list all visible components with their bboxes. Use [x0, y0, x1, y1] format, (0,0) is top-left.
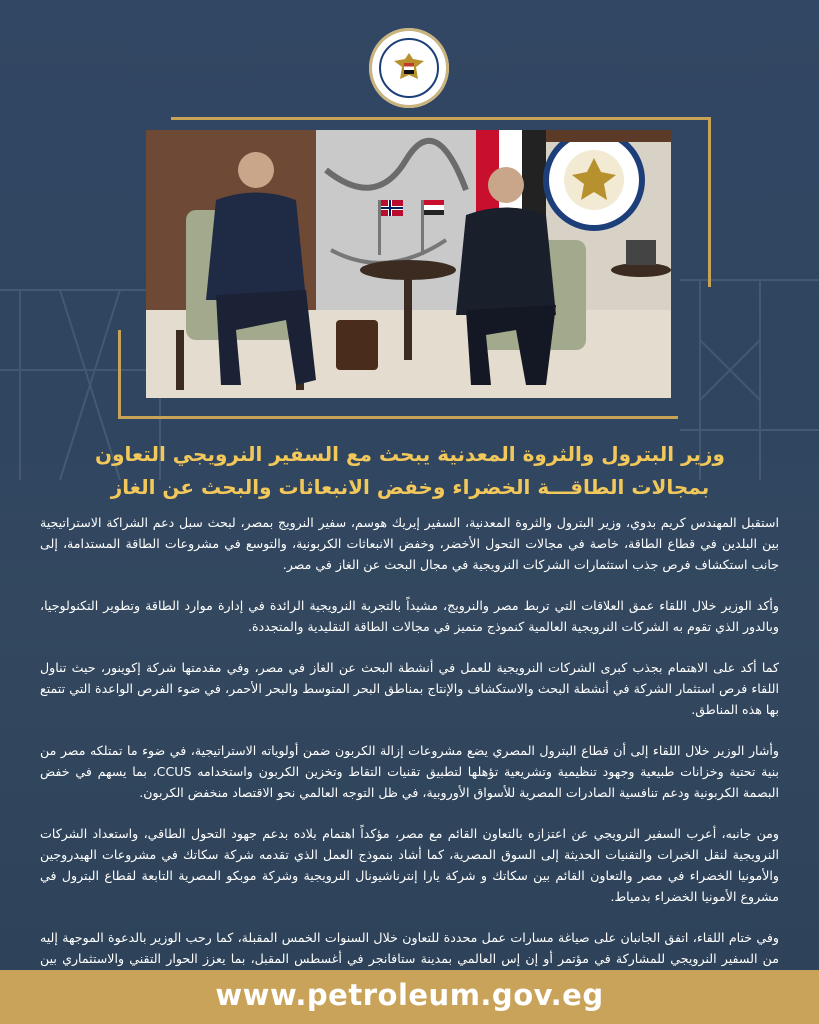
meeting-photo	[146, 130, 671, 398]
frame-top-line	[171, 117, 711, 120]
frame-bottom-line	[118, 416, 678, 419]
paragraph-1: استقبل المهندس كريم بدوي، وزير البترول والثروة المعدنية، السفير إيريك هوسم، سفير النرويج بمصر، لبحث سبل دعم الشراكة الاستراتيجية بين البلدين في قطاع الطاقة، خاصة في مجالات التحول الأخضر، وخفض الانبعاثات الكربونية، والتوسع في مشروعات الطاقة المستدامة، إلى جانب استكشاف فرص جذب استثمارات الشركات النرويجية في مجال البحث عن الغاز في مصر.	[40, 515, 779, 572]
paragraph-2: وأكد الوزير خلال اللقاء عمق العلاقات التي تربط مصر والنرويج، مشيداً بالتجربة النرويجية الرائدة في إدارة موارد الطاقة وتطوير التكنولوجيا، وبالدور الذي تقوم به الشركات النرويجية العالمية كنموذج متميز في مجالات الطاقة التقليدية والمتجددة.	[40, 598, 779, 634]
paragraph-6: وفي ختام اللقاء، اتفق الجانبان على صياغة مسارات عمل محددة للتعاون خلال السنوات الخمس المقبلة، كما رحب الوزير بالدعوة الموجهة إليه من السفير النرويجي للمشاركة في مؤتمر أو إن إس العالمي بمدينة ستافانجر في أغسطس المقبل، بما يعزز الحوار التقني والاستثماري بين	[40, 930, 779, 966]
ministry-logo	[369, 28, 449, 108]
article-body	[40, 512, 779, 1010]
frame-right-line	[708, 117, 711, 287]
headline	[40, 438, 780, 504]
paragraph-4: وأشار الوزير خلال اللقاء إلى أن قطاع البترول المصري يضع مشروعات إزالة الكربون ضمن أولوياته الاستراتيجية، في ضوء ما تمتلكه مصر من بنية تحتية وخزانات طبيعية وجهود تنظيمية وتشريعية تؤهلها لتطبيق تقنيات التقاط وتخزين الكربون واستخدامه CCUS، بما يسهم في خفض البصمة الكربونية ودعم تنافسية الصادرات المصرية للأسواق الأوروبية، في ظل التوجه العالمي نحو الاقتصاد منخفض الكربون.	[40, 743, 779, 800]
eagle-emblem-icon	[379, 38, 439, 98]
paragraph-5: ومن جانبه، أعرب السفير النرويجي عن اعتزازه بالتعاون القائم مع مصر، مؤكداً اهتمام بلاده بدعم جهود التحول الطاقي، واستعداد الشركات النرويجية لنقل الخبرات والتقنيات الحديثة إلى السوق المصرية، كما أشاد بنموذج العمل الذي تقدمه شركة سكاتك في مشروعات الهيدروجين والأمونيا الخضراء في مصر والتعاون القائم بين سكاتك و شركة يارا إنترناشيونال النرويجية وشركة موبكو المصرية التابعة لقطاع البترول في مشروع الأمونيا الخضراء بدمياط.	[40, 826, 779, 904]
website-url[interactable]: www.petroleum.gov.eg	[215, 978, 604, 1012]
frame-left-line	[118, 330, 121, 418]
headline-line-2: بمجالات الطاقـــة الخضراء وخفض الانبعاثات والبحث عن الغاز	[110, 475, 710, 499]
paragraph-3: كما أكد على الاهتمام بجذب كبرى الشركات النرويجية للعمل في أنشطة البحث عن الغاز في مصر، وفي مقدمتها شركة إكوينور، حيث تناول اللقاء فرص استثمار الشركة في أنشطة البحث والاستكشاف والإنتاج بمناطق البحر المتوسط والبحر الأحمر، في ضوء الفرص الواعدة التي تتمتع بها هذه المناطق.	[40, 660, 779, 717]
headline-line-1: وزير البترول والثروة المعدنية يبحث مع السفير النرويجي التعاون	[95, 442, 725, 466]
